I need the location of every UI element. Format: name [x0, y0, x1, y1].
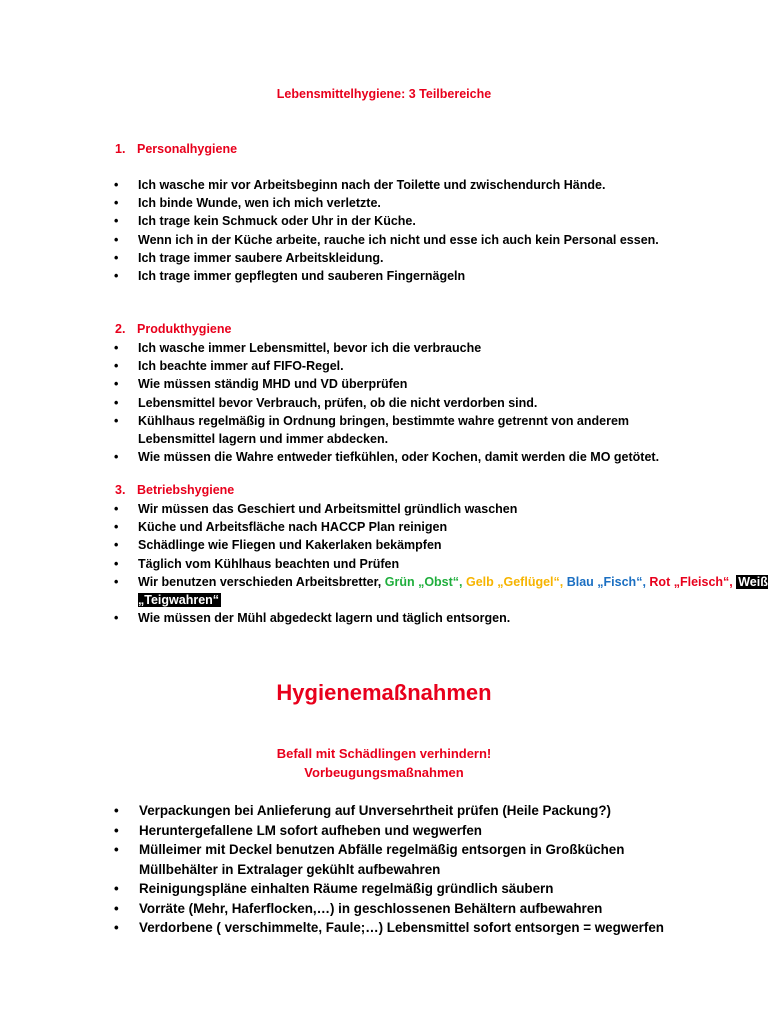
list-item — [114, 394, 659, 412]
list-item-text: Ich binde Wunde, wen ich mich verletzte. — [138, 196, 381, 211]
list-item — [114, 518, 768, 536]
section-title-hygienemassnahmen: Hygienemaßnahmen — [276, 680, 492, 705]
bullet-icon: • — [114, 341, 119, 355]
list-item-text: Vorräte (Mehr, Haferflocken,…) in geschlossenen Behältern aufbewahren — [139, 900, 603, 916]
list-item — [114, 375, 659, 393]
bullet-icon: • — [114, 413, 119, 428]
list-item-text: Ich trage immer gepflegten und sauberen Fingernägeln — [138, 269, 466, 284]
list-item-text: Verpackungen bei Anlieferung auf Unversehrtheit prüfen (Heile Packung?) — [139, 803, 611, 818]
section-title: Produkthygiene — [137, 322, 232, 336]
section-heading-produkthygiene — [115, 322, 231, 336]
bullet-icon: • — [114, 395, 119, 410]
list-item-text: Täglich vom Kühlhaus beachten und Prüfen — [138, 556, 400, 571]
bullet-icon: • — [114, 611, 119, 626]
list-item — [114, 555, 768, 573]
list-item — [114, 267, 659, 285]
list-item — [114, 231, 659, 249]
list-item-text: Wenn ich in der Küche arbeite, rauche ich nicht und esse ich auch kein Personal essen. — [138, 232, 659, 247]
list-item-text: Wir müssen das Geschiert und Arbeitsmittel gründlich waschen — [138, 502, 518, 516]
list-item-text: Reinigungspläne einhalten Räume regelmäßig gründlich säubern — [139, 881, 554, 896]
board-green: Grün „Obst“, — [384, 574, 463, 589]
list-item — [114, 249, 659, 267]
bullet-icon: • — [114, 520, 119, 535]
list-item — [114, 176, 659, 194]
list-item — [114, 357, 659, 375]
list-item-text-continued: Müllbehälter in Extralager gekühlt aufbewahren — [139, 861, 441, 877]
board-white: Weiß „Teigwahren“ — [138, 574, 768, 608]
bullet-icon: • — [114, 538, 119, 553]
list-item-text: Wie müssen ständig MHD und VD überprüfen — [138, 377, 408, 392]
bullet-icon: • — [114, 842, 119, 857]
list-item-text: Wie müssen die Wahre entweder tiefkühlen, oder Kochen, damit werden die MO getötet. — [138, 450, 660, 465]
list-item — [114, 899, 664, 919]
list-item-text: Wie müssen der Mühl abgedeckt lagern und täglich entsorgen. — [138, 611, 511, 626]
bullet-icon: • — [114, 196, 119, 211]
list-item-cutting-boards — [114, 573, 768, 609]
list-item-text-continued: Lebensmittel lagern und immer abdecken. — [138, 432, 389, 447]
bullet-icon: • — [114, 822, 119, 838]
list-item-text: Ich trage kein Schmuck oder Uhr in der Küche. — [138, 214, 416, 229]
list-item-text: Mülleimer mit Deckel benutzen Abfälle regelmäßig entsorgen in Großküchen — [139, 842, 625, 857]
list-item-text: Heruntergefallene LM sofort aufheben und wegwerfen — [139, 822, 482, 838]
measures-list — [114, 801, 664, 938]
section-number: 1. — [115, 142, 126, 156]
betriebshygiene-list — [114, 500, 768, 627]
bullet-icon: • — [114, 900, 119, 916]
board-blue: Blau „Fisch“, — [566, 574, 646, 589]
bullet-icon: • — [114, 214, 119, 229]
section-title: Betriebshygiene — [137, 483, 235, 497]
list-item — [114, 536, 768, 554]
bullet-icon: • — [114, 574, 119, 589]
bullet-icon: • — [114, 450, 119, 465]
list-item-text: Küche und Arbeitsfläche nach HACCP Plan reinigen — [138, 520, 448, 535]
produkthygiene-list — [114, 339, 659, 466]
list-item-text: Schädlinge wie Fliegen und Kakerlaken bekämpfen — [138, 538, 442, 553]
list-item — [114, 448, 659, 466]
list-item — [114, 609, 768, 627]
bullet-icon: • — [114, 556, 119, 571]
list-item-text: Lebensmittel bevor Verbrauch, prüfen, ob die nicht verdorben sind. — [138, 395, 538, 410]
bullet-icon: • — [114, 250, 119, 265]
list-item — [114, 500, 768, 518]
list-item — [114, 412, 659, 448]
document-title: Lebensmittelhygiene: 3 Teilbereiche — [276, 87, 492, 101]
bullet-icon: • — [114, 502, 119, 516]
section-number: 3. — [115, 483, 126, 497]
list-item — [114, 840, 664, 879]
list-item — [114, 801, 664, 821]
list-item-text: Verdorbene ( verschimmelte, Faule;…) Lebensmittel sofort entsorgen = wegwerfen — [139, 920, 664, 935]
list-item-text: Ich trage immer saubere Arbeitskleidung. — [138, 250, 384, 265]
list-item — [114, 879, 664, 899]
section-title: Personalhygiene — [137, 142, 238, 156]
bullet-icon: • — [114, 803, 119, 818]
bullet-icon: • — [114, 178, 119, 192]
list-item-text: Kühlhaus regelmäßig in Ordnung bringen, bestimmte wahre getrennt von anderem — [138, 413, 630, 428]
subtitle-befall: Befall mit Schädlingen verhindern! — [276, 746, 492, 761]
list-item-text: Ich beachte immer auf FIFO-Regel. — [138, 359, 344, 374]
list-item — [114, 339, 659, 357]
bullet-icon: • — [114, 881, 119, 896]
list-item — [114, 821, 664, 841]
bullet-icon: • — [114, 269, 119, 284]
personalhygiene-list — [114, 176, 659, 285]
bullet-icon: • — [114, 920, 119, 935]
list-item-text: Ich wasche immer Lebensmittel, bevor ich die verbrauche — [138, 341, 482, 355]
boards-prefix: Wir benutzen verschieden Arbeitsbretter, — [138, 574, 382, 589]
section-number: 2. — [115, 322, 126, 336]
subtitle-vorbeugung: Vorbeugungsmaßnahmen — [304, 765, 464, 780]
board-red: Rot „Fleisch“, — [649, 574, 733, 589]
bullet-icon: • — [114, 377, 119, 392]
list-item — [114, 918, 664, 938]
list-item-text: Ich wasche mir vor Arbeitsbeginn nach der Toilette und zwischendurch Hände. — [138, 178, 606, 192]
bullet-icon: • — [114, 232, 119, 247]
list-item — [114, 212, 659, 230]
list-item — [114, 194, 659, 212]
section-heading-betriebshygiene — [115, 483, 234, 497]
section-heading-personalhygiene — [115, 142, 237, 156]
bullet-icon: • — [114, 359, 119, 374]
board-yellow: Gelb „Geflügel“, — [466, 574, 564, 589]
